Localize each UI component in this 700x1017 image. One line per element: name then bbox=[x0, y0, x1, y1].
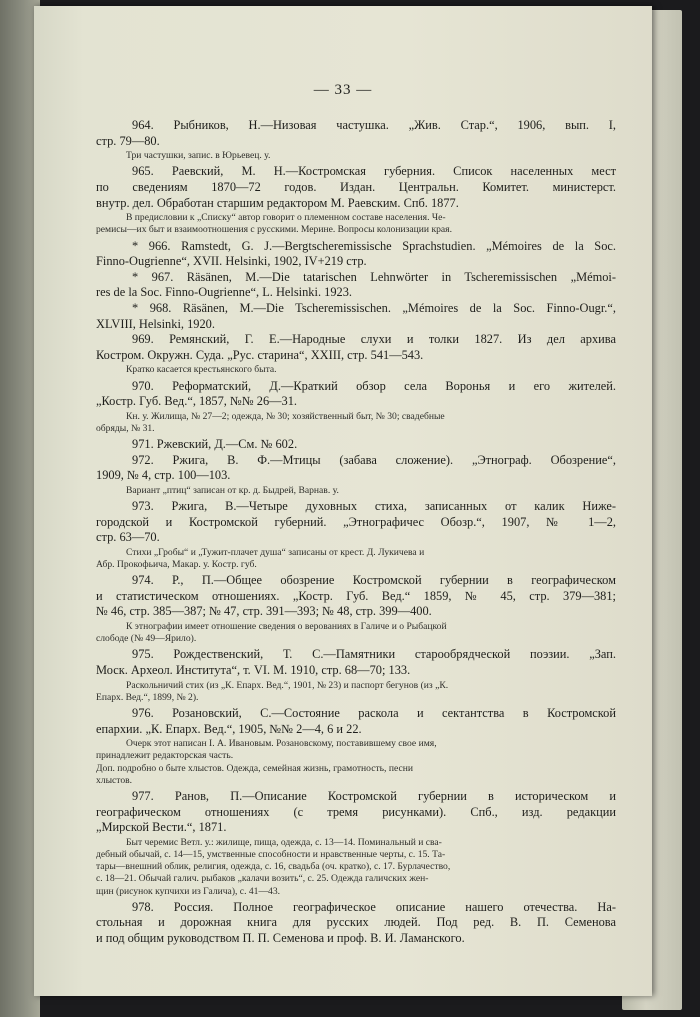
annotation-line: принадлежит редакторская часть. bbox=[96, 750, 234, 762]
annotation-line: Быт черемис Ветл. у.: жилище, пища, одежда, с. 13—14. Поминальный и сва- bbox=[126, 836, 442, 848]
annotation-line: Кн. у. Жилища, № 27—2; одежда, № 30; хозяйственный быт, № 30; свадебные bbox=[126, 410, 445, 422]
entry-text-line: 964. Рыбников, Н.—Низовая частушка. „Жив. Стар.“, 1906, вып. I, bbox=[132, 118, 616, 132]
annotation-line: В предисловии к „Списку“ автор говорит о племенном составе населения. Че- bbox=[126, 212, 446, 224]
annotation-line: Стихи „Гробы“ и „Тужит-плачет душа“ записаны от крест. Д. Лукичева и bbox=[126, 546, 425, 558]
entry-text-line: 978. Россия. Полное географическое описание нашего отечества. На- bbox=[132, 899, 616, 914]
entry-text-line: епархии. „К. Епарх. Вед.“, 1905, №№ 2—4, 6 и 22. bbox=[96, 721, 362, 736]
annotation-line: Вариант „птиц“ записан от кр. д. Быдрей, Варнав. у. bbox=[126, 484, 339, 496]
entry-text-line: 965. Раевский, М. Н.—Костромская губерния. Список населенных мест bbox=[132, 164, 616, 179]
entry-text-line: 969. Ремянский, Г. Е.—Народные слухи и толки 1827. Из дел архива bbox=[132, 332, 616, 347]
annotation-line: Епарх. Вед.“, 1899, № 2). bbox=[96, 691, 199, 703]
annotation-line: Кратко касается крестьянского быта. bbox=[126, 364, 277, 376]
entry-text-line: Finno-Ougrienne“, XVII. Helsinki, 1902, IV+219 стр. bbox=[96, 254, 367, 269]
annotation-line: дебный обычай, с. 14—15, умственные способности и нравственные черты, с. 15. Та- bbox=[96, 849, 446, 861]
bibliography-entry bbox=[96, 900, 616, 947]
annotation-line: с. 18—21. Обычай галич. рыбаков „калачи возить“, с. 25. Одежда галичских жен- bbox=[96, 873, 429, 885]
annotation-line: ремисы—их быт и взаимоотношения с русскими. Мерине. Вопросы колонизации края. bbox=[96, 224, 452, 236]
entry-annotation bbox=[96, 364, 616, 376]
annotation-line: обряды, № 31. bbox=[96, 422, 155, 434]
bibliography-entry bbox=[96, 647, 616, 704]
annotation-line: Абр. Прокофьича, Макар. у. Костр. губ. bbox=[96, 559, 257, 571]
entry-text-line: 1909, № 4, стр. 100—103. bbox=[96, 468, 231, 483]
entry-text-line: 976. Розановский, С.—Состояние раскола и сектантства в Костромской bbox=[132, 706, 616, 721]
entry-text-line: 974. Р., П.—Общее обозрение Костромской губернии в географическом bbox=[132, 573, 616, 588]
book-page bbox=[34, 6, 652, 996]
entry-annotation bbox=[96, 150, 616, 162]
entry-text-line: Моск. Археол. Института“, т. VI. М. 1910, стр. 68—70; 133. bbox=[96, 663, 411, 678]
bibliography-entry bbox=[96, 164, 616, 236]
entry-annotation bbox=[96, 485, 616, 497]
entry-text-line: стр. 63—70. bbox=[96, 530, 160, 545]
entry-text-line: * 967. Räsänen, M.—Die tatarischen Lehnwörter in Tscheremissischen „Mémoi- bbox=[132, 269, 616, 284]
annotation-line: тары—внешний облик, религия, одежда, с. 16, свадьба (оч. кратко), с. 17. Бурлачество, bbox=[96, 861, 451, 873]
entry-text-line: Костром. Окружн. Суда. „Рус. старина“, XXIII, стр. 541—543. bbox=[96, 347, 424, 362]
entry-text-line: 973. Ржига, В.—Четыре духовных стиха, записанных от калик Ниже- bbox=[132, 499, 616, 514]
entry-text-line: „Костр. Губ. Вед.“, 1857, №№ 26—31. bbox=[96, 394, 298, 409]
annotation-line: хлыстов. bbox=[96, 774, 133, 786]
entry-text-line: и статистическом отношениях. „Костр. Губ. Вед.“ 1859, № 45, стр. 379—381; bbox=[96, 588, 616, 603]
bibliography-list bbox=[96, 118, 616, 947]
entry-text-line: XLVIII, Helsinki, 1920. bbox=[96, 316, 215, 331]
entry-text-line: внутр. дел. Обработан старшим редактором М. Раевским. Спб. 1877. bbox=[96, 195, 459, 210]
bibliography-entry bbox=[96, 301, 616, 332]
page-number: — 33 — bbox=[313, 82, 373, 98]
bibliography-entry bbox=[96, 332, 616, 376]
bibliography-entry bbox=[96, 453, 616, 497]
entry-text-line: 977. Ранов, П.—Описание Костромской губернии в историческом и bbox=[132, 789, 616, 804]
entry-annotation bbox=[96, 547, 616, 571]
entry-text-line: и под общим руководством П. П. Семенова и проф. В. И. Ламанского. bbox=[96, 931, 465, 946]
bibliography-entry bbox=[96, 437, 616, 453]
entry-annotation bbox=[96, 621, 616, 645]
entry-text-line: res de la Soc. Finno-Ougrienne“, L. Helsinki. 1923. bbox=[96, 285, 353, 300]
bibliography-entry bbox=[96, 118, 616, 162]
entry-text-line: географическом отношениях (с тремя рисунками). Спб., изд. редакции bbox=[96, 804, 616, 819]
annotation-line: К этнографии имеет отношение сведения о верованиях в Галиче и о Рыбацкой bbox=[126, 621, 447, 633]
annotation-line: слободе (№ 49—Ярило). bbox=[96, 633, 197, 645]
bibliography-entry bbox=[96, 789, 616, 898]
entry-annotation bbox=[96, 212, 616, 236]
entry-text-line: 975. Рождественский, Т. С.—Памятники старообрядческой поэзии. „Зап. bbox=[132, 647, 616, 662]
entry-text-line: 970. Реформатский, Д.—Краткий обзор села Воронья и его жителей. bbox=[132, 378, 616, 393]
bibliography-entry bbox=[96, 239, 616, 270]
entry-text-line: * 968. Räsänen, M.—Die Tscheremissischen. „Mémoires de la Soc. Finno-Ougr.“, bbox=[132, 300, 616, 315]
bibliography-entry bbox=[96, 270, 616, 301]
entry-text-line: * 966. Ramstedt, G. J.—Bergtscheremissische Sprachstudien. „Mémoires de la Soc. bbox=[132, 238, 616, 253]
entry-annotation bbox=[96, 738, 616, 787]
annotation-line: щин (рисунок купчихи из Галича), с. 41—43. bbox=[96, 885, 281, 897]
entry-text-line: „Мирской Вести.“, 1871. bbox=[96, 820, 227, 835]
entry-annotation bbox=[96, 837, 616, 898]
entry-text-line: стольная и дорожная книга для русских людей. Под ред. В. П. Семенова bbox=[96, 915, 616, 930]
entry-text-line: 971. Ржевский, Д.—См. № 602. bbox=[132, 437, 298, 452]
entry-text-line: № 46, стр. 385—387; № 47, стр. 391—393; № 48, стр. 399—400. bbox=[96, 604, 432, 619]
annotation-line: Три частушки, запис. в Юрьевец. у. bbox=[126, 150, 271, 162]
entry-text-line: стр. 79—80. bbox=[96, 133, 160, 148]
entry-text-line: по сведениям 1870—72 годов. Издан. Центральн. Комитет. министерст. bbox=[96, 179, 616, 194]
entry-text-line: городской и Костромской губерний. „Этнографичес Обозр.“, 1907, № 1—2, bbox=[96, 514, 616, 529]
annotation-line: Раскольничий стих (из „К. Епарх. Вед.“, 1901, № 23) и паспорт бегунов (из „К. bbox=[126, 679, 449, 691]
bibliography-entry bbox=[96, 706, 616, 787]
entry-annotation bbox=[96, 680, 616, 704]
bibliography-entry bbox=[96, 379, 616, 436]
annotation-line: Очерк этот написан I. А. Ивановым. Розановскому, поставившему свое имя, bbox=[126, 738, 437, 750]
entry-text-line: 972. Ржига, В. Ф.—Мтицы (забава сложение). „Этнограф. Обозрение“, bbox=[132, 452, 616, 467]
entry-annotation bbox=[96, 411, 616, 435]
annotation-line: Доп. подробно о быте хлыстов. Одежда, семейная жизнь, грамотность, песни bbox=[96, 762, 414, 774]
bibliography-entry bbox=[96, 499, 616, 571]
bibliography-entry bbox=[96, 573, 616, 645]
